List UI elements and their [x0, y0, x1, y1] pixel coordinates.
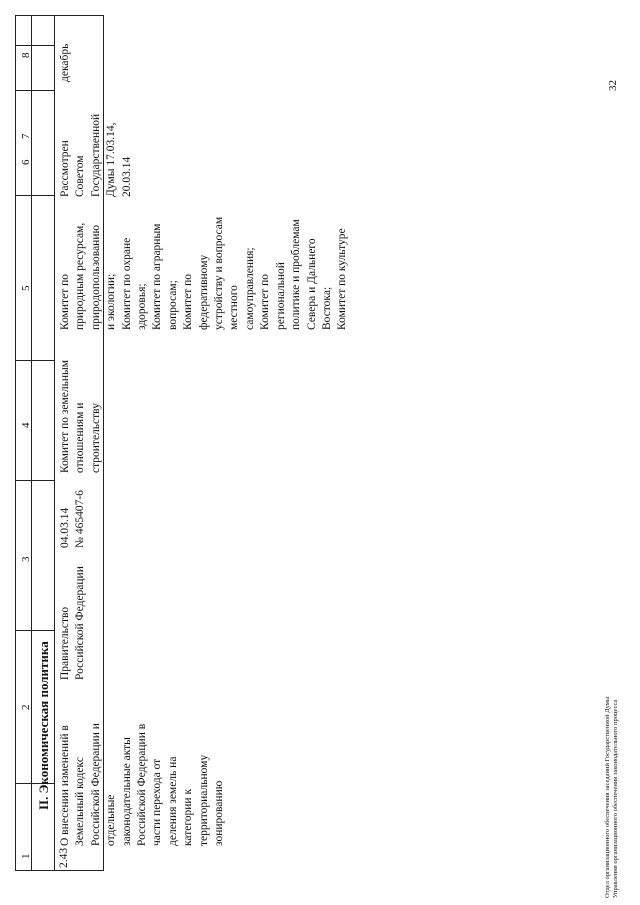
co-committee-line: природопользованию	[89, 224, 102, 330]
bill-title-line: части перехода от	[151, 758, 164, 846]
initiator-line: Правительство	[59, 606, 71, 680]
lead-committee-line: отношениям и	[74, 402, 87, 473]
header-row-divider	[31, 15, 32, 871]
co-committee-line: и экологии;	[105, 273, 118, 330]
bill-title-line: категории к	[182, 788, 195, 846]
bill-title-line: Земельный кодекс	[74, 757, 87, 846]
lead-committee-line: Комитет по земельным	[59, 359, 71, 473]
lead-committee-line: строительству	[89, 403, 102, 473]
footer	[604, 697, 620, 898]
co-committee-line: устройству и вопросам	[213, 216, 226, 330]
co-committee-line: политике и проблемам	[290, 219, 303, 330]
bill-title-line: О внесении изменений в	[59, 725, 71, 846]
co-committee-line: Комитет по	[182, 274, 195, 330]
co-committee-line: региональной	[274, 262, 287, 330]
column-number-6: 6	[20, 159, 32, 165]
column-number-8: 8	[20, 52, 32, 58]
bill-title-line: зонированию	[213, 780, 226, 846]
month: декабрь	[59, 43, 71, 82]
co-committee-line: Комитет по	[259, 274, 272, 330]
registration-number: № 465407-6	[74, 490, 87, 548]
status-line: Думы 17.03.14,	[105, 122, 118, 197]
column-number-1: 1	[20, 853, 32, 859]
co-committee-line: федеративному	[197, 254, 210, 330]
status-line: 20.03.14	[120, 156, 133, 197]
bill-title-line: Российской Федерации и	[89, 723, 102, 846]
column-divider-5-6	[15, 195, 55, 196]
bill-title-line: законодательные акты	[120, 737, 133, 846]
co-committee-line: Востока;	[320, 286, 333, 330]
column-number-5: 5	[20, 285, 32, 291]
month-cell	[58, 44, 73, 82]
bill-title-line: Российской Федерации в	[136, 723, 149, 846]
co-committee-line: здоровья;	[136, 283, 149, 330]
status-cell	[58, 114, 135, 197]
footer-line: Управления организационного обеспечения законодательного процесса	[612, 699, 619, 898]
column-divider-2-3	[15, 630, 55, 631]
table-border-left	[15, 15, 16, 871]
column-divider-3-4	[15, 480, 55, 481]
bill-title-line: территориальному	[197, 754, 210, 846]
page-number: 32	[607, 80, 619, 91]
section-row-divider	[54, 15, 55, 871]
co-committees-cell	[58, 217, 351, 330]
column-number-7: 7	[20, 133, 32, 139]
initiator-line: Российской Федерации	[74, 566, 87, 680]
bill-title-line: деления земель на	[166, 756, 179, 846]
co-committee-line: Севера и Дальнего	[305, 238, 318, 330]
table-border-top	[15, 15, 104, 16]
co-committee-line: вопросам;	[166, 280, 179, 330]
column-number-2: 2	[20, 704, 32, 710]
co-committee-line: Комитет по аграрным	[151, 223, 164, 330]
status-line: Рассмотрен	[59, 140, 71, 197]
status-line: Государственной	[89, 113, 102, 197]
column-divider-4-5	[15, 360, 55, 361]
co-committee-line: Комитет по	[59, 274, 71, 330]
bill-title-cell	[58, 723, 227, 846]
lead-committee-cell	[58, 360, 104, 473]
section-title: II. Экономическая политика	[36, 641, 51, 810]
co-committee-line: природным ресурсам,	[74, 222, 87, 330]
row-number-cell	[57, 848, 72, 868]
column-number-4: 4	[20, 422, 32, 428]
status-line: Советом	[74, 155, 87, 197]
date-cell	[58, 490, 89, 548]
initiator-cell	[58, 566, 89, 680]
footer-line: Отдел организационного обеспечения заседаний Государственной Думы	[604, 696, 611, 898]
co-committee-line: самоуправления;	[243, 247, 256, 330]
column-number-3: 3	[20, 556, 32, 562]
column-divider-6-7	[15, 90, 55, 91]
table-border-bottom	[15, 870, 104, 871]
co-committee-line: Комитет по охране	[120, 237, 133, 330]
registration-date: 04.03.14	[59, 507, 71, 548]
co-committee-line: Комитет по культуре	[336, 228, 349, 330]
row-number: 2.43	[58, 847, 70, 868]
bill-title-line: отдельные	[105, 794, 118, 846]
column-divider-7-8	[15, 45, 55, 46]
co-committee-line: местного	[228, 285, 241, 330]
